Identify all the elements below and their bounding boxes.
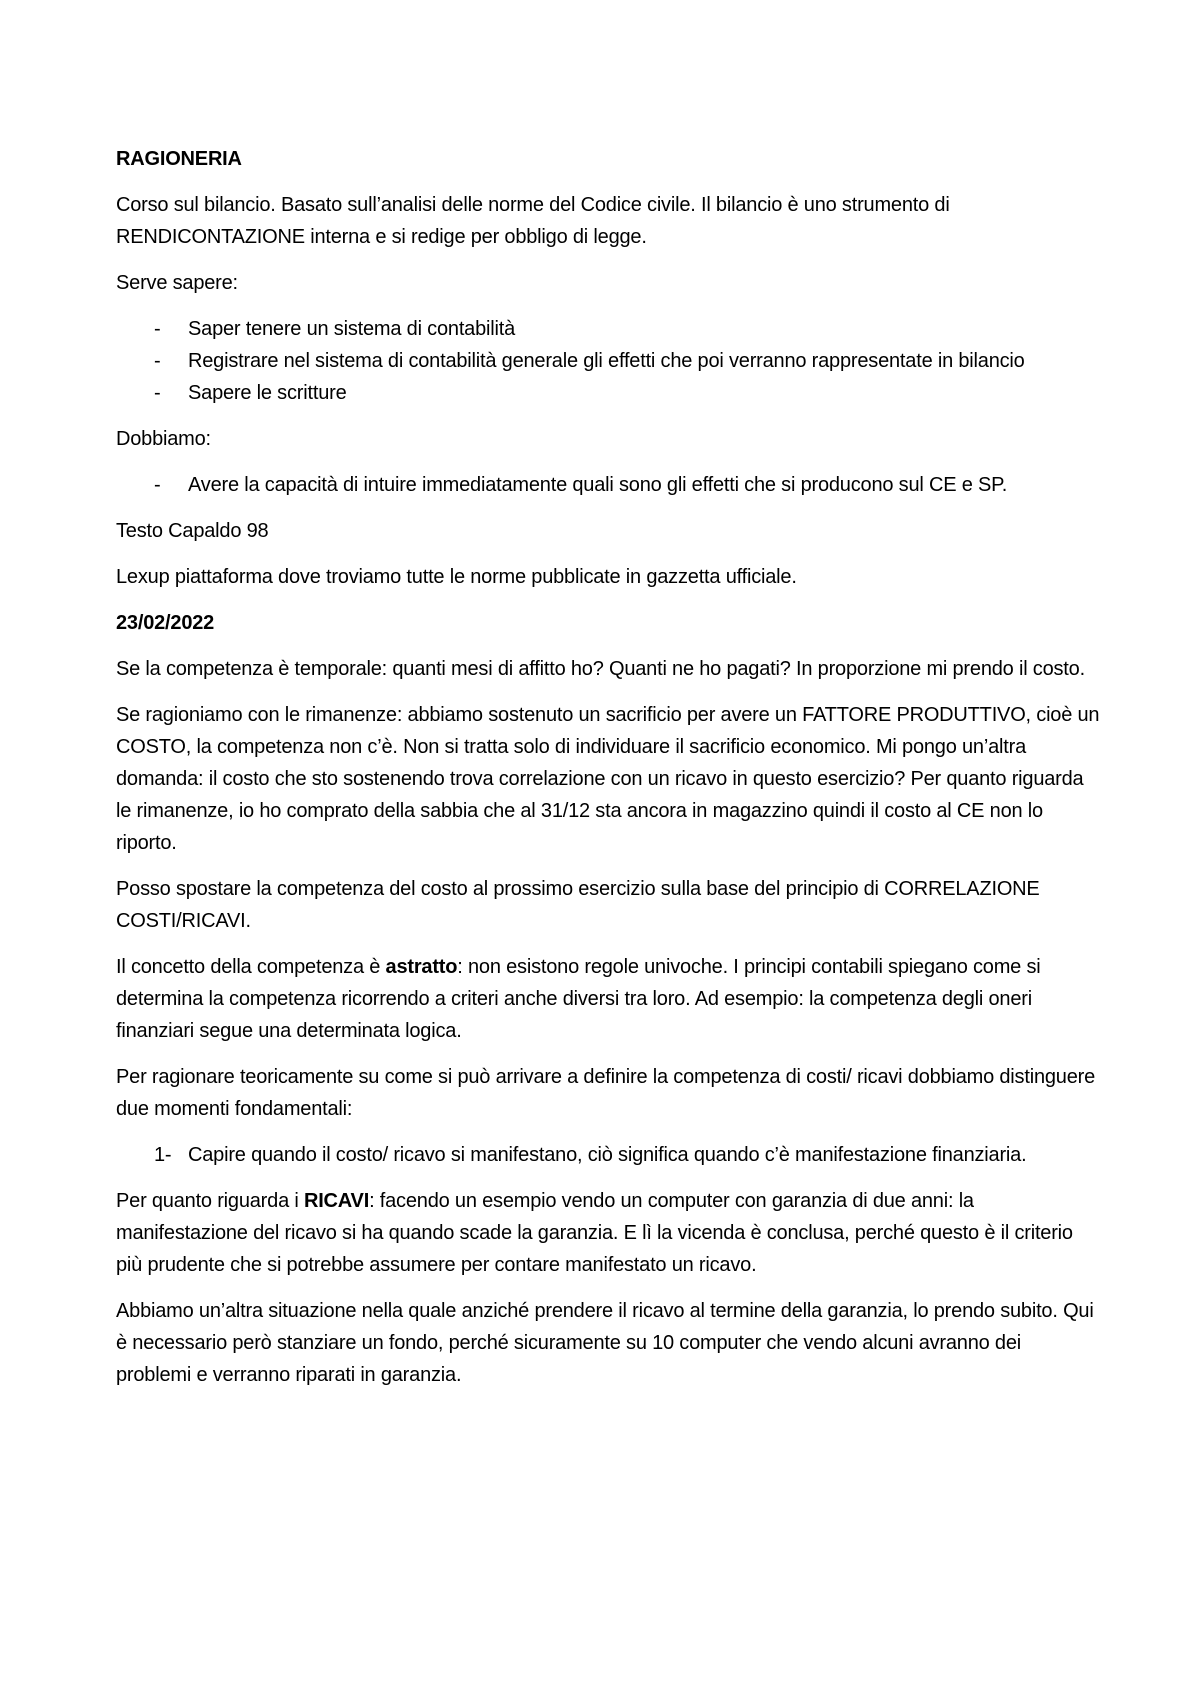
rimanenze-paragraph: Se ragioniamo con le rimanenze: abbiamo sostenuto un sacrificio per avere un FATTORE PRODUTTIVO, cioè un COSTO, la competenza non c’è. Non si tratta solo di individuare il sacrificio economico. Mi pongo un’altra domanda: il costo che sto sostenendo trova correlazione con un ricavo in questo esercizio? Per quanto riguarda le rimanenze, io ho comprato della sabbia che al 31/12 sta ancora in magazzino quindi il costo al CE non lo riporto. xyxy=(116,704,1100,854)
intro-paragraph: Corso sul bilancio. Basato sull’analisi delle norme del Codice civile. Il bilancio è uno strumento di RENDICONTAZIONE interna e si redige per obbligo di legge. xyxy=(116,194,950,248)
document-page xyxy=(116,143,1100,1405)
lecture-date: 23/02/2022 xyxy=(116,612,215,634)
list-item-text: Avere la capacità di intuire immediatamente quali sono gli effetti che si producono sul CE e SP. xyxy=(188,474,1008,496)
list-item xyxy=(116,345,1100,377)
ricavi-bold-term: RICAVI xyxy=(303,1190,370,1212)
dash-bullet: - xyxy=(154,474,161,496)
testo-paragraph: Testo Capaldo 98 xyxy=(116,520,269,542)
numbered-marker: 1- xyxy=(154,1144,172,1166)
ricavi-paragraph xyxy=(116,1185,1100,1281)
ricavi-text-before: Per quanto riguarda i xyxy=(116,1190,304,1212)
serve-sapere-heading: Serve sapere: xyxy=(116,272,238,294)
list-item-text: Registrare nel sistema di contabilità generale gli effetti che poi verranno rappresentate in bilancio xyxy=(188,350,1025,372)
serve-sapere-list xyxy=(116,313,1100,409)
concetto-text-before: Il concetto della competenza è xyxy=(116,956,386,978)
document-title: RAGIONERIA xyxy=(116,148,242,170)
list-item-text: Sapere le scritture xyxy=(188,382,347,404)
altra-situazione-paragraph: Abbiamo un’altra situazione nella quale anziché prendere il ricavo al termine della garanzia, lo prendo subito. Qui è necessario però stanziare un fondo, perché sicuramente su 10 computer che vendo alcuni avranno dei problemi e verranno riparati in garanzia. xyxy=(116,1300,1094,1386)
concetto-competenza-paragraph xyxy=(116,951,1100,1047)
list-item xyxy=(116,1139,1100,1171)
list-item xyxy=(116,377,1100,409)
dash-bullet: - xyxy=(154,382,161,404)
competenza-temporale-paragraph: Se la competenza è temporale: quanti mesi di affitto ho? Quanti ne ho pagati? In proporzione mi prendo il costo. xyxy=(116,658,1085,680)
list-item-text: Saper tenere un sistema di contabilità xyxy=(188,318,516,340)
dash-bullet: - xyxy=(154,318,161,340)
dobbiamo-heading: Dobbiamo: xyxy=(116,428,211,450)
dash-bullet: - xyxy=(154,350,161,372)
ricavi-text-after: : facendo un esempio vendo un computer con garanzia di due anni: la manifestazione del ricavo si ha quando scade la garanzia. E lì la vicenda è conclusa, perché questo è il criterio più prudente che si potrebbe assumere per contare manifestato un ricavo. xyxy=(116,1190,1073,1276)
concetto-text-after: : non esistono regole univoche. I principi contabili spiegano come si determina la competenza ricorrendo a criteri anche diversi tra loro. Ad esempio: la competenza degli oneri finanziari segue una determinata logica. xyxy=(116,956,1041,1042)
lexup-paragraph: Lexup piattaforma dove troviamo tutte le norme pubblicate in gazzetta ufficiale. xyxy=(116,566,797,588)
concetto-bold-term: astratto xyxy=(385,956,458,978)
ragionare-paragraph: Per ragionare teoricamente su come si può arrivare a definire la competenza di costi/ ricavi dobbiamo distinguere due momenti fondamentali: xyxy=(116,1066,1096,1120)
momenti-list xyxy=(116,1139,1100,1171)
list-item-text: Capire quando il costo/ ricavo si manifestano, ciò significa quando c’è manifestazione finanziaria. xyxy=(188,1144,1027,1166)
list-item xyxy=(116,313,1100,345)
dobbiamo-list xyxy=(116,469,1100,501)
spostare-competenza-paragraph: Posso spostare la competenza del costo al prossimo esercizio sulla base del principio di CORRELAZIONE COSTI/RICAVI. xyxy=(116,878,1040,932)
list-item xyxy=(116,469,1100,501)
